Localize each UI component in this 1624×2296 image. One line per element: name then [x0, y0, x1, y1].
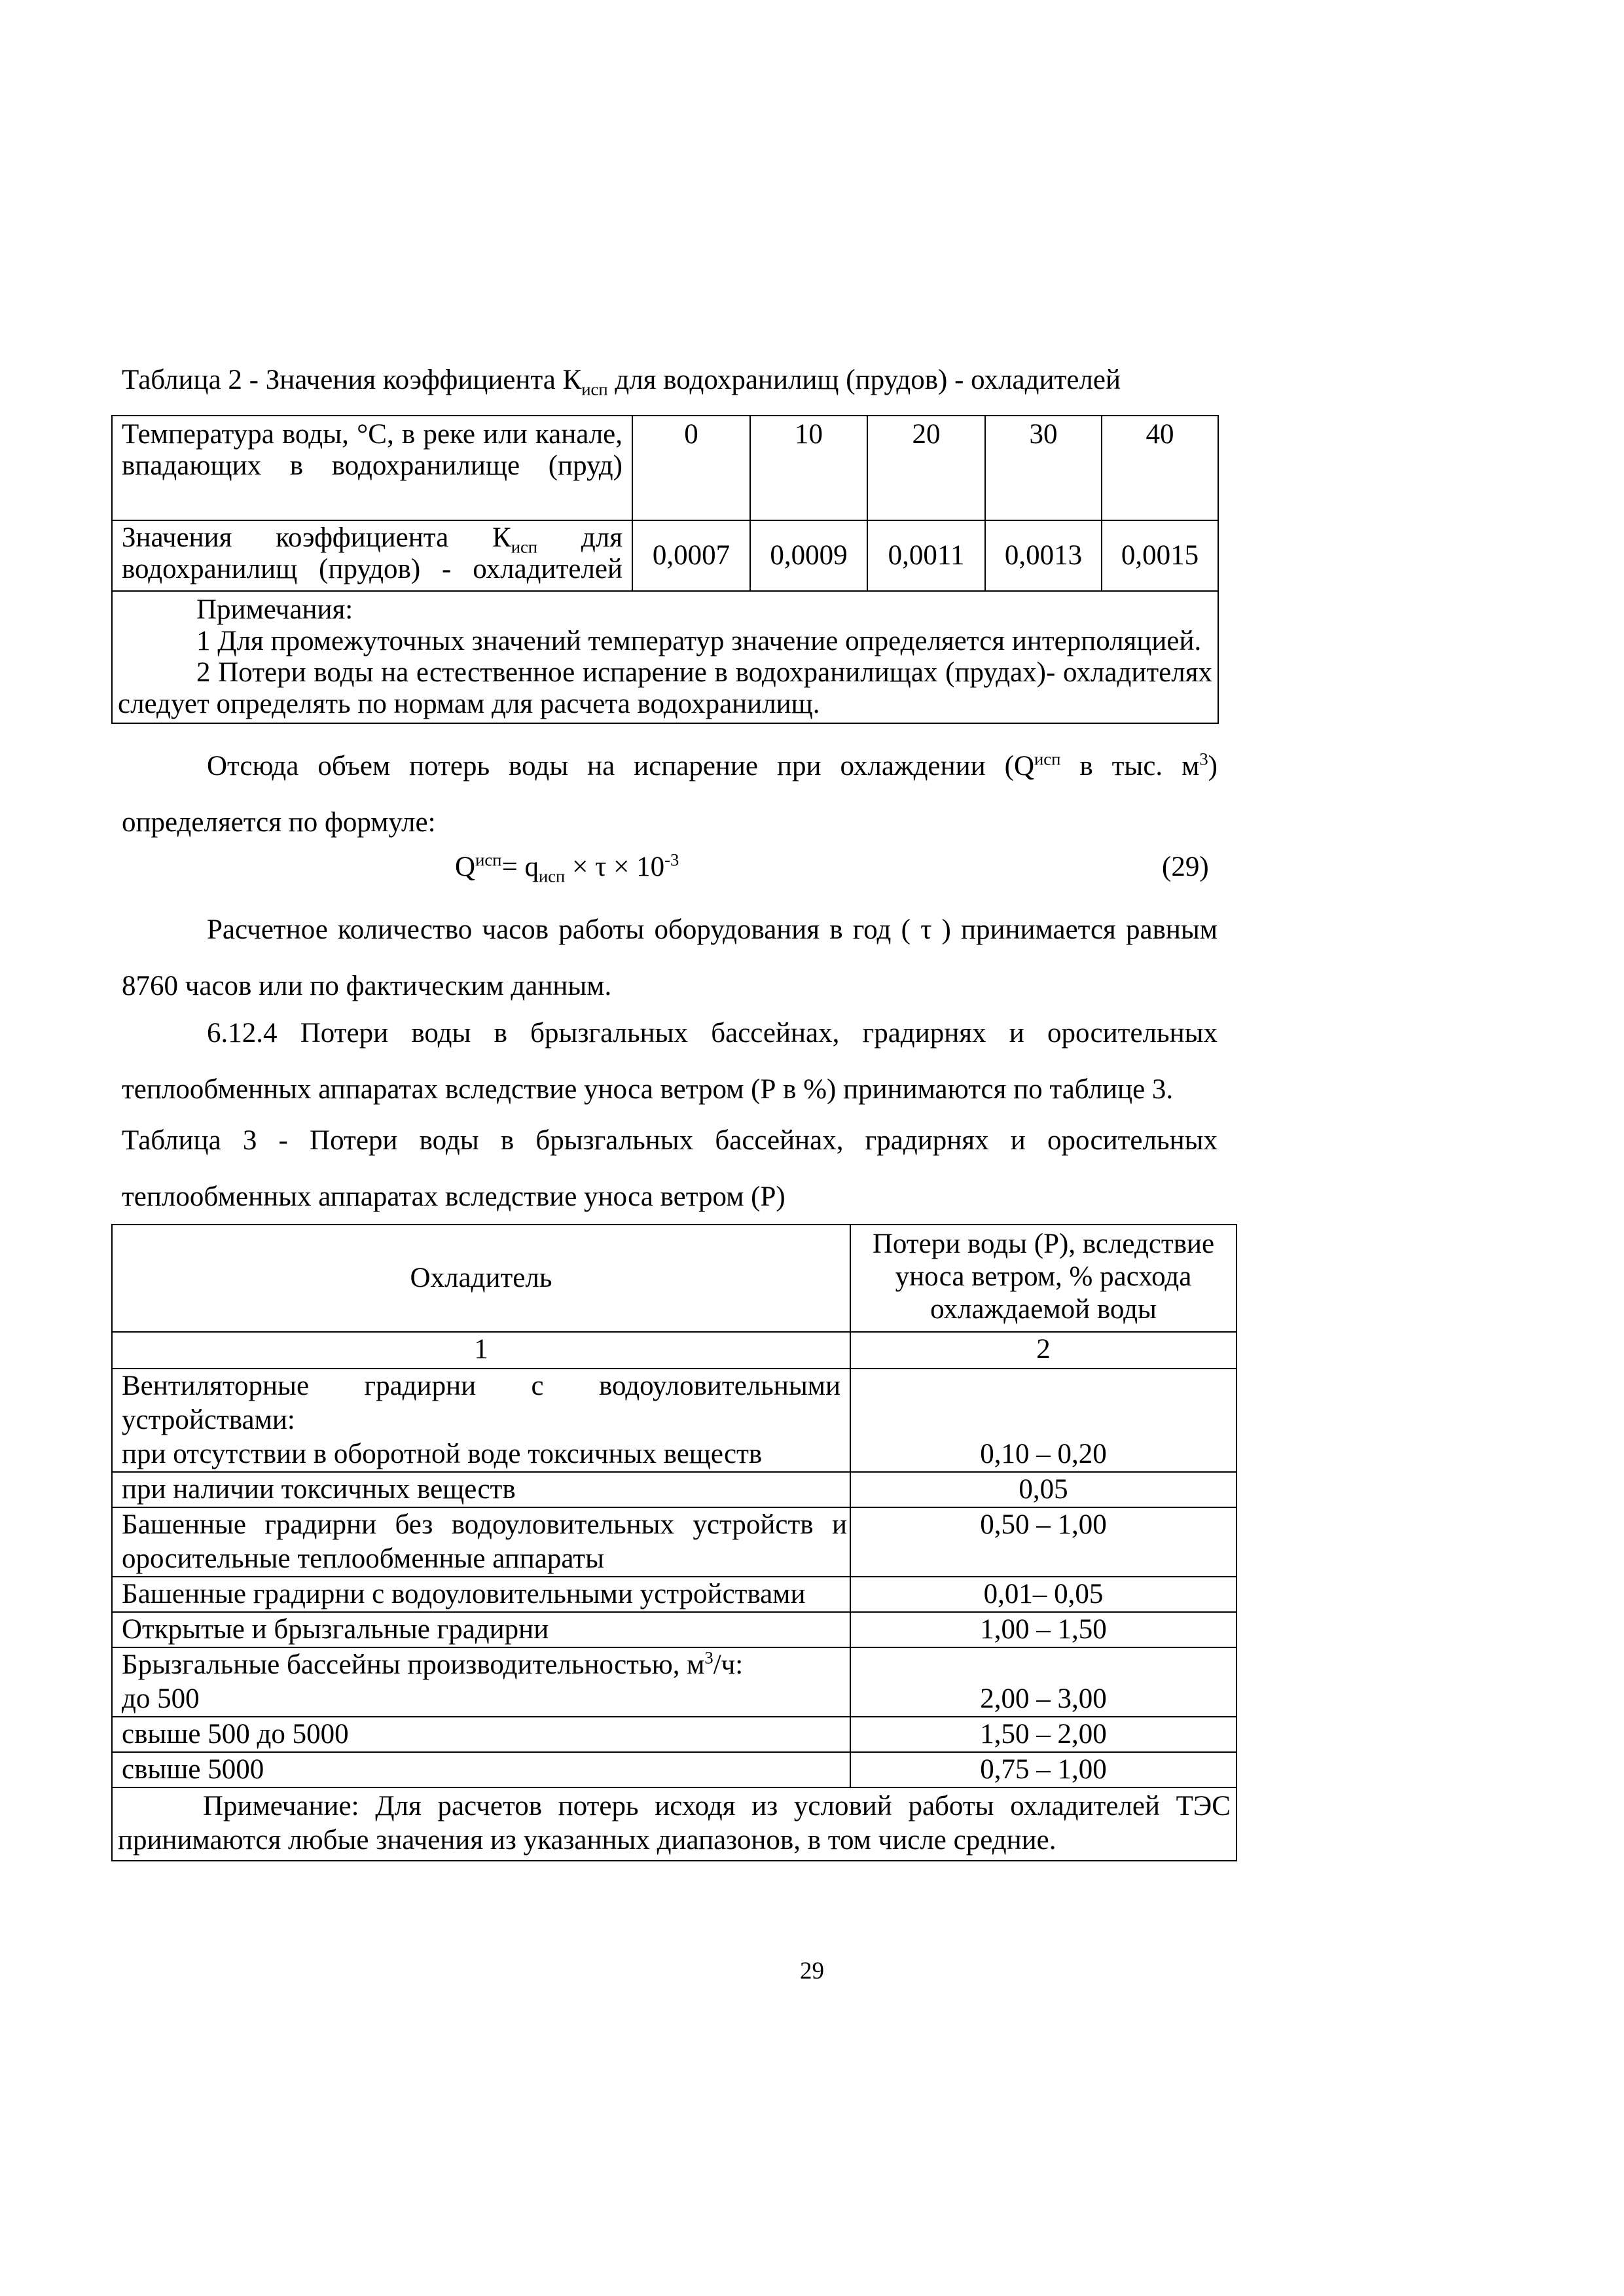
table-row	[112, 1472, 1236, 1507]
table2-temperature-row	[112, 416, 1218, 520]
table-row	[112, 1717, 1236, 1752]
tower-without-value: 0,50 – 1,00	[850, 1507, 1236, 1577]
spray-value-3: 0,75 – 1,00	[850, 1752, 1236, 1787]
paragraph-evaporation: Отсюда объем потерь воды на испарение при охлаждении ($Q^{исп}$ в тыс. $м^3$) определяется по формуле:	[122, 749, 1218, 838]
table2-coefficient-row	[112, 520, 1218, 591]
table3-note: Примечание: Для расчетов потерь исходя из условий работы охладителей ТЭС принимаются любые значения из указанных диапазонов, в том числе средние.	[112, 1787, 1236, 1861]
table-row	[112, 1369, 1236, 1472]
spray-ponds	[112, 1647, 850, 1717]
open-cooling-towers: Открытые и брызгальные градирни	[112, 1612, 850, 1647]
tower-without-catchers: Башенные градирни без водоуловительных устройств и оросительные теплообменные аппараты	[112, 1507, 850, 1577]
table-row	[112, 1647, 1236, 1717]
table-row	[112, 1752, 1236, 1787]
coefficient-cell: 0,0013	[985, 520, 1102, 591]
table2-notes-row	[112, 591, 1218, 723]
fan-value-1: 0,10 – 0,20	[850, 1369, 1236, 1472]
table2	[111, 415, 1219, 724]
coefficient-cell: 0,0015	[1102, 520, 1218, 591]
table2-caption: Таблица 2 - Значения коэффициента $К_{исп}$ для водохранилищ (прудов) - охладителей	[122, 365, 1121, 399]
table-row	[112, 1577, 1236, 1612]
col-number-2: 2	[850, 1332, 1236, 1369]
paragraph-hours: Расчетное количество часов работы оборудования в год ( τ ) принимается равным 8760 часов или по фактическим данным.	[122, 914, 1218, 1001]
spray-value-1: 2,00 – 3,00	[850, 1647, 1236, 1717]
coefficient-cell: 0,0009	[750, 520, 867, 591]
fan-sub-2: при наличии токсичных веществ	[112, 1472, 850, 1507]
note-1: 1 Для промежуточных значений температур значение определяется интерполяцией.	[196, 626, 1202, 656]
table3-number-row	[112, 1332, 1236, 1369]
temperature-cell: 30	[985, 416, 1102, 520]
tower-with-catchers: Башенные градирни с водоуловительными устройствами	[112, 1577, 850, 1612]
fan-value-2: 0,05	[850, 1472, 1236, 1507]
table3	[111, 1224, 1237, 1861]
header-losses: Потери воды (Р), вследствие уноса ветром, % расхода охлаждаемой воды	[850, 1225, 1236, 1332]
note-2: 2 Потери воды на естественное испарение в водохранилищах (прудах)- охладителях следует определять по нормам для расчета водохранилищ.	[118, 657, 1212, 719]
temperature-cell: 0	[632, 416, 750, 520]
paragraph-6-12-4: 6.12.4 Потери воды в брызгальных бассейнах, градирнях и оросительных теплообменных аппаратах вследствие уноса ветром (Р в %) принимаются по таблице 3.	[122, 1018, 1218, 1105]
formula-29: $Q^{исп}= q_{исп} \times \tau \times 10^{-3}$	[455, 850, 679, 886]
page-number: 29	[800, 1958, 824, 1984]
temperature-cell: 40	[1102, 416, 1218, 520]
col-number-1: 1	[112, 1332, 850, 1369]
spray-sub-2: свыше 500 до 5000	[112, 1717, 850, 1752]
coefficient-label: Значения коэффициента $К_{исп}$ для водохранилищ (прудов) - охладителей	[112, 520, 632, 591]
coefficient-cell: 0,0011	[867, 520, 985, 591]
spray-value-2: 1,50 – 2,00	[850, 1717, 1236, 1752]
temperature-cell: 20	[867, 416, 985, 520]
table3-caption: Таблица 3 - Потери воды в брызгальных бассейнах, градирнях и оросительных теплообменных аппаратах вследствие уноса ветром (Р)	[122, 1125, 1218, 1212]
spray-sub-1: до 500	[122, 1683, 200, 1714]
spray-title: Брызгальные бассейны производительностью, $м^3/ч$:	[122, 1647, 744, 1680]
temperature-cell: 10	[750, 416, 867, 520]
fan-sub-1: при отсутствии в оборотной воде токсичных веществ	[122, 1439, 763, 1469]
coefficient-cell: 0,0007	[632, 520, 750, 591]
open-value: 1,00 – 1,50	[850, 1612, 1236, 1647]
fan-cooling-towers	[112, 1369, 850, 1472]
table-row	[112, 1612, 1236, 1647]
temperature-label: Температура воды, °С, в реке или канале, впадающих в водохранилище (пруд)	[112, 416, 632, 520]
tower-with-value: 0,01– 0,05	[850, 1577, 1236, 1612]
header-cooler: Охладитель	[112, 1225, 850, 1332]
notes-title: Примечания:	[196, 594, 353, 625]
spray-sub-3: свыше 5000	[112, 1752, 850, 1787]
table2-notes	[112, 591, 1218, 723]
table3-header-row	[112, 1225, 1236, 1332]
table3-note-row	[112, 1787, 1236, 1861]
fan-title: Вентиляторные градирни с водоуловительными устройствами:	[122, 1371, 840, 1435]
table-row	[112, 1507, 1236, 1577]
formula-number: (29)	[1162, 852, 1209, 882]
